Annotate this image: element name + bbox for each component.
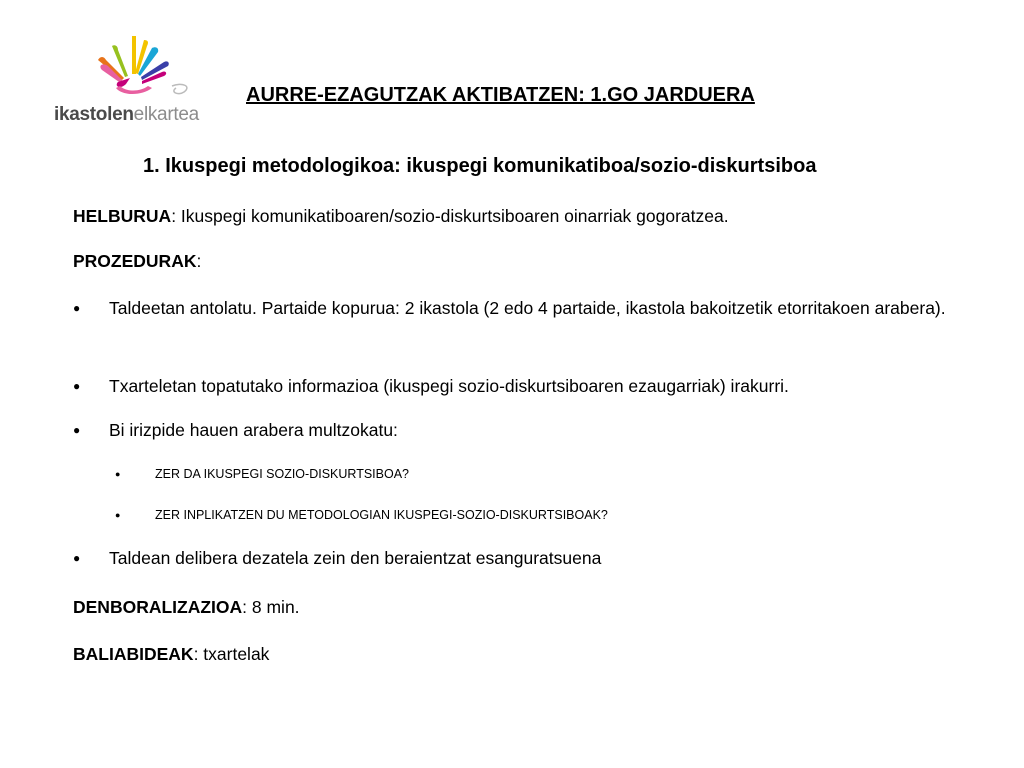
denboralizazioa-line [73, 596, 300, 618]
denboralizazioa-label: DENBORALIZAZIOA [73, 597, 243, 617]
helburua-line [73, 205, 729, 227]
logo-wordmark [54, 104, 199, 126]
logo-text-light: elkartea [133, 104, 199, 125]
list-item-text: Taldeetan antolatu. Partaide kopurua: 2 ikastola (2 edo 4 partaide, ikastola bakoitzetik etorritakoen arabera). [109, 298, 946, 318]
bullet-icon: ● [73, 379, 81, 393]
helburua-text: : Ikuspegi komunikatiboaren/sozio-diskurtsiboaren oinarriak gogoratzea. [171, 206, 729, 226]
bullet-icon: ● [73, 423, 81, 437]
sub-list-item-text: ZER INPLIKATZEN DU METODOLOGIAN IKUSPEGI-SOZIO-DISKURTSIBOAK? [155, 508, 608, 522]
helburua-label: HELBURUA [73, 206, 172, 226]
page-title: AURRE-EZAGUTZAK AKTIBATZEN: 1.GO JARDUERA [246, 84, 755, 106]
bullet-icon: ● [73, 301, 81, 315]
prozedurak-line [73, 250, 201, 272]
list-item-text: Bi irizpide hauen arabera multzokatu: [109, 420, 398, 440]
prozedurak-label: PROZEDURAK [73, 251, 197, 271]
bullet-icon: ● [73, 551, 81, 565]
baliabideak-line [73, 643, 269, 665]
list-item-text: Taldean delibera dezatela zein den beraientzat esanguratsuena [109, 548, 602, 568]
baliabideak-text: : txartelak [193, 644, 270, 664]
logo-text-dark: ikastolen [54, 104, 134, 125]
ikastolen-elkartea-logo [52, 26, 214, 134]
logo-icon [52, 26, 214, 106]
bullet-icon: ● [115, 469, 121, 479]
bullet-icon: ● [115, 510, 121, 520]
list-item-text: Txarteletan topatutako informazioa (ikuspegi sozio-diskurtsiboaren ezaugarriak) irakurri. [109, 376, 789, 396]
baliabideak-label: BALIABIDEAK [73, 644, 194, 664]
page-subtitle: 1. Ikuspegi metodologikoa: ikuspegi komunikatiboa/sozio-diskurtsiboa [143, 155, 817, 177]
denboralizazioa-text: : 8 min. [242, 597, 300, 617]
sub-list-item-text: ZER DA IKUSPEGI SOZIO-DISKURTSIBOA? [155, 467, 409, 481]
prozedurak-text: : [196, 251, 202, 271]
